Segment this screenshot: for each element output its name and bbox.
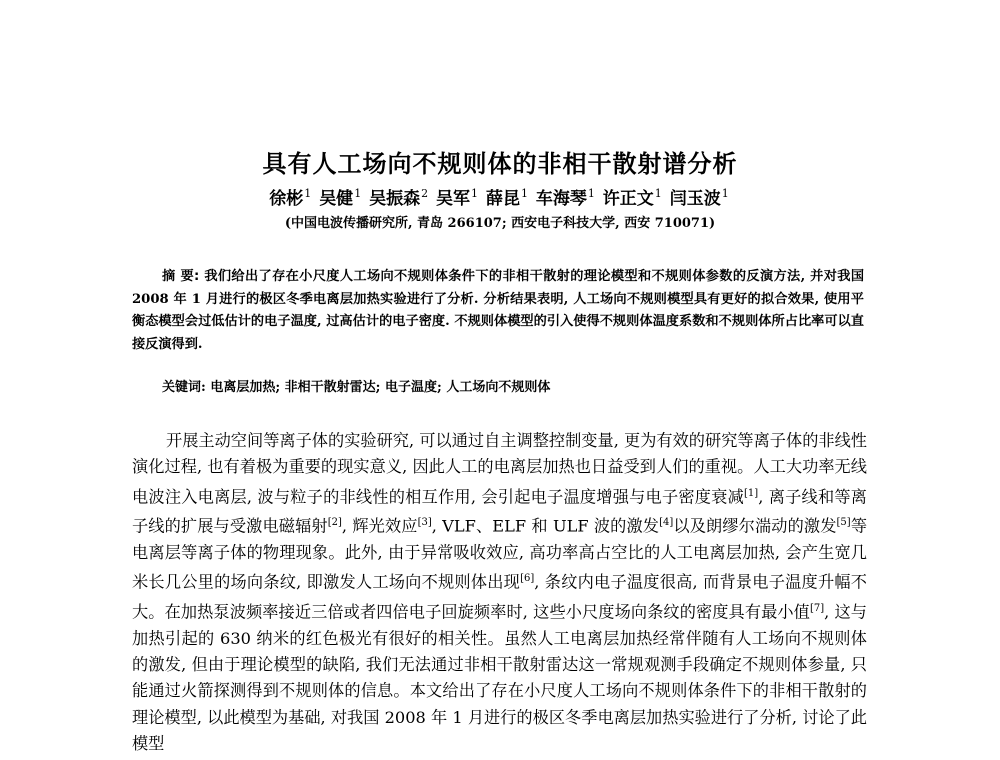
author: 徐彬$^1$ xyxy=(269,187,312,209)
abstract-text: 我们给出了存在小尺度人工场向不规则体条件下的非相干散射的理论模型和不规则体参数的反演方法, 并对我国 2008 年 1 月进行的极区冬季电离层加热实验进行了分析. 分析结果表明, 人工场向不规则模型具有更好的拟合效果, 使用平衡态模型会过低估计的电子温度, 过高估计的电子密度. 不规则体模型的引入使得不规则体温度系数和不规则体所占比率可以直接反演得到. xyxy=(132,269,865,352)
keywords xyxy=(162,376,862,395)
affiliation: (中国电波传播研究所, 青岛 266107; 西安电子科技大学, 西安 710071) xyxy=(284,216,716,231)
body-text xyxy=(132,428,867,757)
citation[interactable]: [1] xyxy=(744,487,759,499)
citation[interactable]: [7] xyxy=(809,602,825,614)
author: 车海琴$^1$ xyxy=(535,187,595,209)
abstract xyxy=(132,266,864,356)
abstract-label: 摘 要: xyxy=(162,269,200,284)
citation[interactable]: [2] xyxy=(327,517,342,529)
citation[interactable]: [6] xyxy=(520,573,535,585)
paper-title: 具有人工场向不规则体的非相干散射谱分析 xyxy=(262,150,738,178)
author: 吴军$^1$ xyxy=(436,187,479,209)
author-list xyxy=(0,184,1000,209)
author: 许正文$^1$ xyxy=(602,187,662,209)
citation[interactable]: [4] xyxy=(659,517,674,529)
author: 薛昆$^1$ xyxy=(485,187,528,209)
paragraph: 开展主动空间等离子体的实验研究, 可以通过自主调整控制变量, 更为有效的研究等离子体的非线性演化过程, 也有着极为重要的现实意义, 因此人工的电离层加热也日益受到人们的重视。人工大功率无线电波注入电离层, 波与粒子的非线性的相互作用, 会引起电子温度增强与电子密度衰减[1], 离子线和等离子线的扩展与受激电磁辐射[2], 辉光效应[3], VLF、ELF 和 ULF 波的激发[4]以及朗缪尔湍动的激发[5]等电离层等离子体的物理现象。此外, 由于异常吸收效应, 高功率高占空比的人工电离层加热, 会产生宽几米长几公里的场向条纹, 即激发人工场向不规则体出现[6], 条纹内电子温度很高, 而背景电子温度升幅不大。在加热泵波频率接近三倍或者四倍电子回旋频率时, 这些小尺度场向条纹的密度具有最小值[7], 这与加热引起的 630 纳米的红色极光有很好的相关性。虽然人工电离层加热经常伴随有人工场向不规则体的激发, 但由于理论模型的缺陷, 我们无法通过非相干散射雷达这一常规观测手段确定不规则体参量, 只能通过火箭探测得到不规则体的信息。本文给出了存在小尺度人工场向不规则体条件下的非相干散射的理论模型, 以此模型为基础, 对我国 2008 年 1 月进行的极区冬季电离层加热实验进行了分析, 讨论了此模型 xyxy=(132,431,867,753)
author: 闫玉波$^1$ xyxy=(669,187,729,209)
author: 吴健$^1$ xyxy=(319,187,362,209)
citation[interactable]: [3] xyxy=(417,517,432,529)
keywords-text: 电离层加热; 非相干散射雷达; 电子温度; 人工场向不规则体 xyxy=(210,380,551,395)
author: 吴振森$^2$ xyxy=(369,187,429,209)
citation[interactable]: [5] xyxy=(836,517,851,529)
keywords-label: 关键词: xyxy=(162,380,206,395)
